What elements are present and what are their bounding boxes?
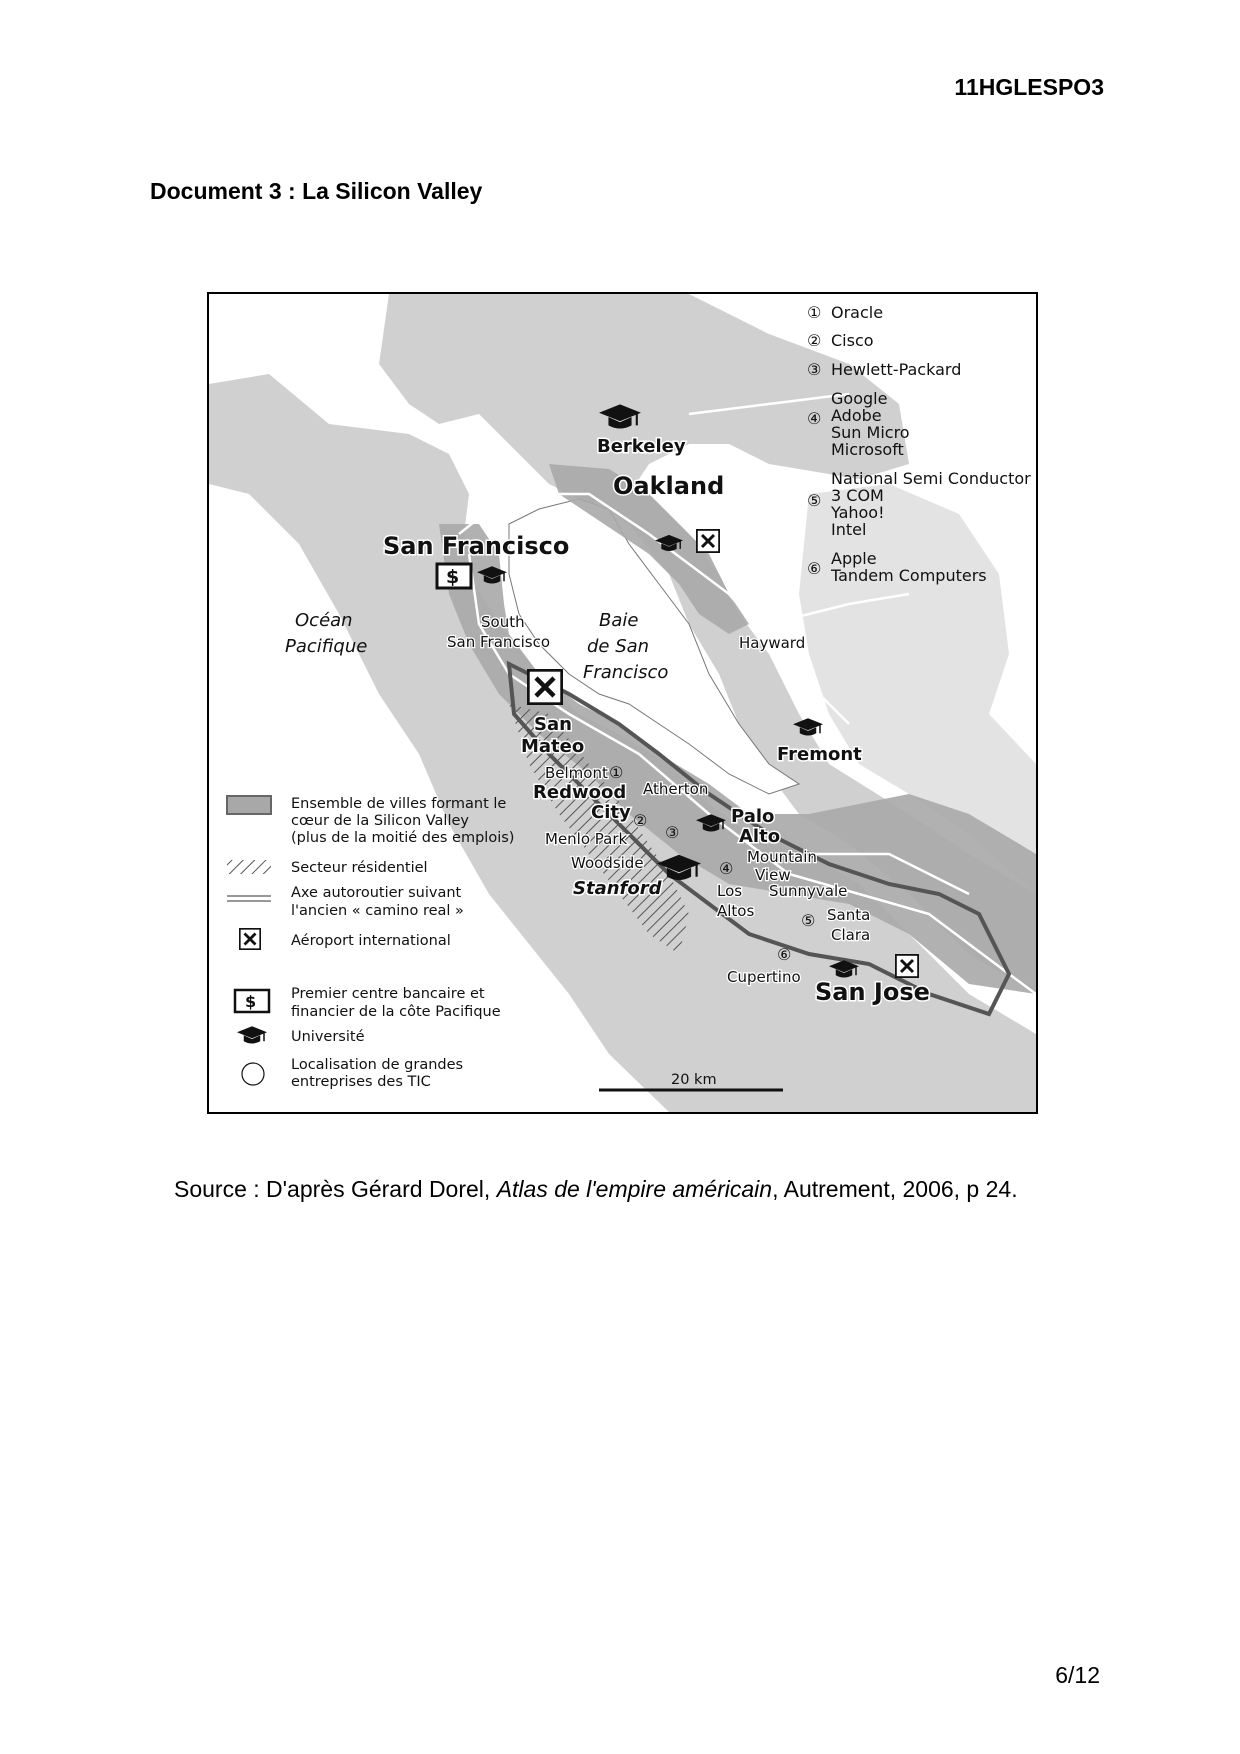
- enterprise-adobe: Adobe: [831, 406, 882, 425]
- silicon-valley-map: [207, 292, 1038, 1114]
- label-redwood-2: City: [591, 802, 631, 823]
- legend-bank-line-1: Premier centre bancaire et: [291, 986, 485, 1002]
- label-los-altos-2: Altos: [717, 902, 755, 920]
- legend-residential: Secteur résidentiel: [291, 860, 428, 876]
- label-berkeley: Berkeley: [597, 436, 686, 457]
- legend-enterprise-line-1: Localisation de grandes: [291, 1057, 464, 1073]
- enterprise-sun: Sun Micro: [831, 423, 910, 442]
- label-mountain-view-2: View: [755, 866, 791, 884]
- enterprise-number-5: ⑤: [807, 491, 822, 510]
- label-stanford: Stanford: [573, 878, 662, 899]
- enterprise-number-6: ⑥: [807, 559, 822, 578]
- label-cupertino: Cupertino: [727, 968, 801, 986]
- label-oakland: Oakland: [613, 472, 725, 500]
- legend-university: Université: [291, 1029, 365, 1045]
- enterprise-national: National Semi Conductor: [831, 469, 1031, 488]
- label-fremont: Fremont: [777, 744, 862, 765]
- enterprise-intel: Intel: [831, 520, 867, 539]
- enterprise-tandem: Tandem Computers: [831, 566, 987, 585]
- label-south-sf-1: South: [481, 613, 525, 631]
- document-title: Document 3 : La Silicon Valley: [150, 178, 483, 204]
- label-belmont: Belmont: [545, 764, 608, 782]
- label-hayward: Hayward: [739, 634, 806, 652]
- airport-oakland-icon: [697, 530, 719, 552]
- label-santa-clara-2: Clara: [831, 926, 871, 944]
- legend-airport: Aéroport international: [291, 933, 451, 949]
- legend-enterprise-line-2: entreprises des TIC: [291, 1074, 431, 1090]
- label-south-sf-2: San Francisco: [447, 633, 551, 651]
- label-san-jose: San Jose: [815, 978, 930, 1006]
- label-palo-alto-1: Palo: [731, 806, 775, 827]
- enterprise-3com: 3 COM: [831, 486, 884, 505]
- map-canvas: [209, 294, 1036, 1112]
- legend-highway-line-1: Axe autoroutier suivant: [291, 885, 462, 901]
- map-enterprise-6: ⑥: [777, 945, 792, 964]
- legend-core-line-2: cœur de la Silicon Valley: [291, 813, 469, 829]
- enterprise-number-2: ②: [807, 331, 822, 350]
- map-enterprise-1: ①: [609, 763, 624, 782]
- map-enterprise-3: ③: [665, 823, 680, 842]
- map-enterprise-2: ②: [633, 811, 648, 830]
- enterprise-yahoo: Yahoo!: [831, 503, 885, 522]
- label-sunnyvale: Sunnyvale: [769, 882, 848, 900]
- label-menlo-park: Menlo Park: [545, 830, 628, 848]
- legend-airport-icon: [240, 929, 260, 949]
- legend-highway-line-2: l'ancien « camino real »: [291, 903, 464, 919]
- ocean-label-1: Océan: [295, 610, 353, 631]
- legend-core-line-3: (plus de la moitié des emplois): [291, 830, 515, 846]
- source-suffix: , Autrement, 2006, p 24.: [772, 1176, 1018, 1202]
- ocean-label-2: Pacifique: [285, 636, 368, 657]
- bay-label-2: de San: [587, 636, 650, 657]
- enterprise-number-4: ④: [807, 409, 822, 428]
- bay-label-1: Baie: [599, 610, 639, 631]
- svg-text:$: $: [446, 566, 460, 588]
- enterprise-google: Google: [831, 389, 888, 408]
- legend-core-swatch: [227, 796, 271, 814]
- label-redwood-1: Redwood: [533, 782, 627, 803]
- label-palo-alto-2: Alto: [739, 826, 781, 847]
- legend-enterprise-icon: [242, 1063, 264, 1085]
- enterprise-oracle: Oracle: [831, 303, 884, 322]
- map-enterprise-4: ④: [719, 859, 734, 878]
- label-woodside: Woodside: [571, 854, 644, 872]
- label-mountain-view-1: Mountain: [747, 848, 817, 866]
- bay-label-3: Francisco: [583, 662, 669, 683]
- svg-text:$: $: [245, 992, 257, 1011]
- enterprise-hp: Hewlett-Packard: [831, 360, 962, 379]
- legend-residential-swatch: [227, 860, 271, 874]
- map-enterprise-5: ⑤: [801, 911, 816, 930]
- label-los-altos-1: Los: [717, 882, 743, 900]
- source-book-title: Atlas de l'empire américain: [496, 1176, 773, 1202]
- airport-sfo-icon: [528, 670, 561, 703]
- label-san-mateo-2: Mateo: [521, 736, 585, 757]
- document-code: 11HGLESPO3: [954, 74, 1104, 100]
- enterprise-number-3: ③: [807, 360, 822, 379]
- label-san-mateo-1: San: [534, 714, 572, 735]
- page-number: 6/12: [1055, 1662, 1100, 1688]
- source-citation: [174, 1176, 1018, 1203]
- label-san-francisco: San Francisco: [383, 532, 570, 560]
- enterprise-number-1: ①: [807, 303, 822, 322]
- label-atherton: Atherton: [643, 780, 709, 798]
- enterprise-cisco: Cisco: [831, 331, 874, 350]
- legend-core-line-1: Ensemble de villes formant le: [291, 796, 507, 812]
- scale-label: 20 km: [671, 1072, 717, 1088]
- legend-bank-line-2: financier de la côte Pacifique: [291, 1004, 501, 1020]
- enterprise-microsoft: Microsoft: [831, 440, 904, 459]
- source-prefix: Source : D'après Gérard Dorel,: [174, 1176, 497, 1202]
- label-santa-clara-1: Santa: [827, 906, 871, 924]
- enterprise-apple: Apple: [831, 549, 877, 568]
- bank-icon: [437, 564, 471, 588]
- airport-san-jose-icon: [896, 955, 918, 977]
